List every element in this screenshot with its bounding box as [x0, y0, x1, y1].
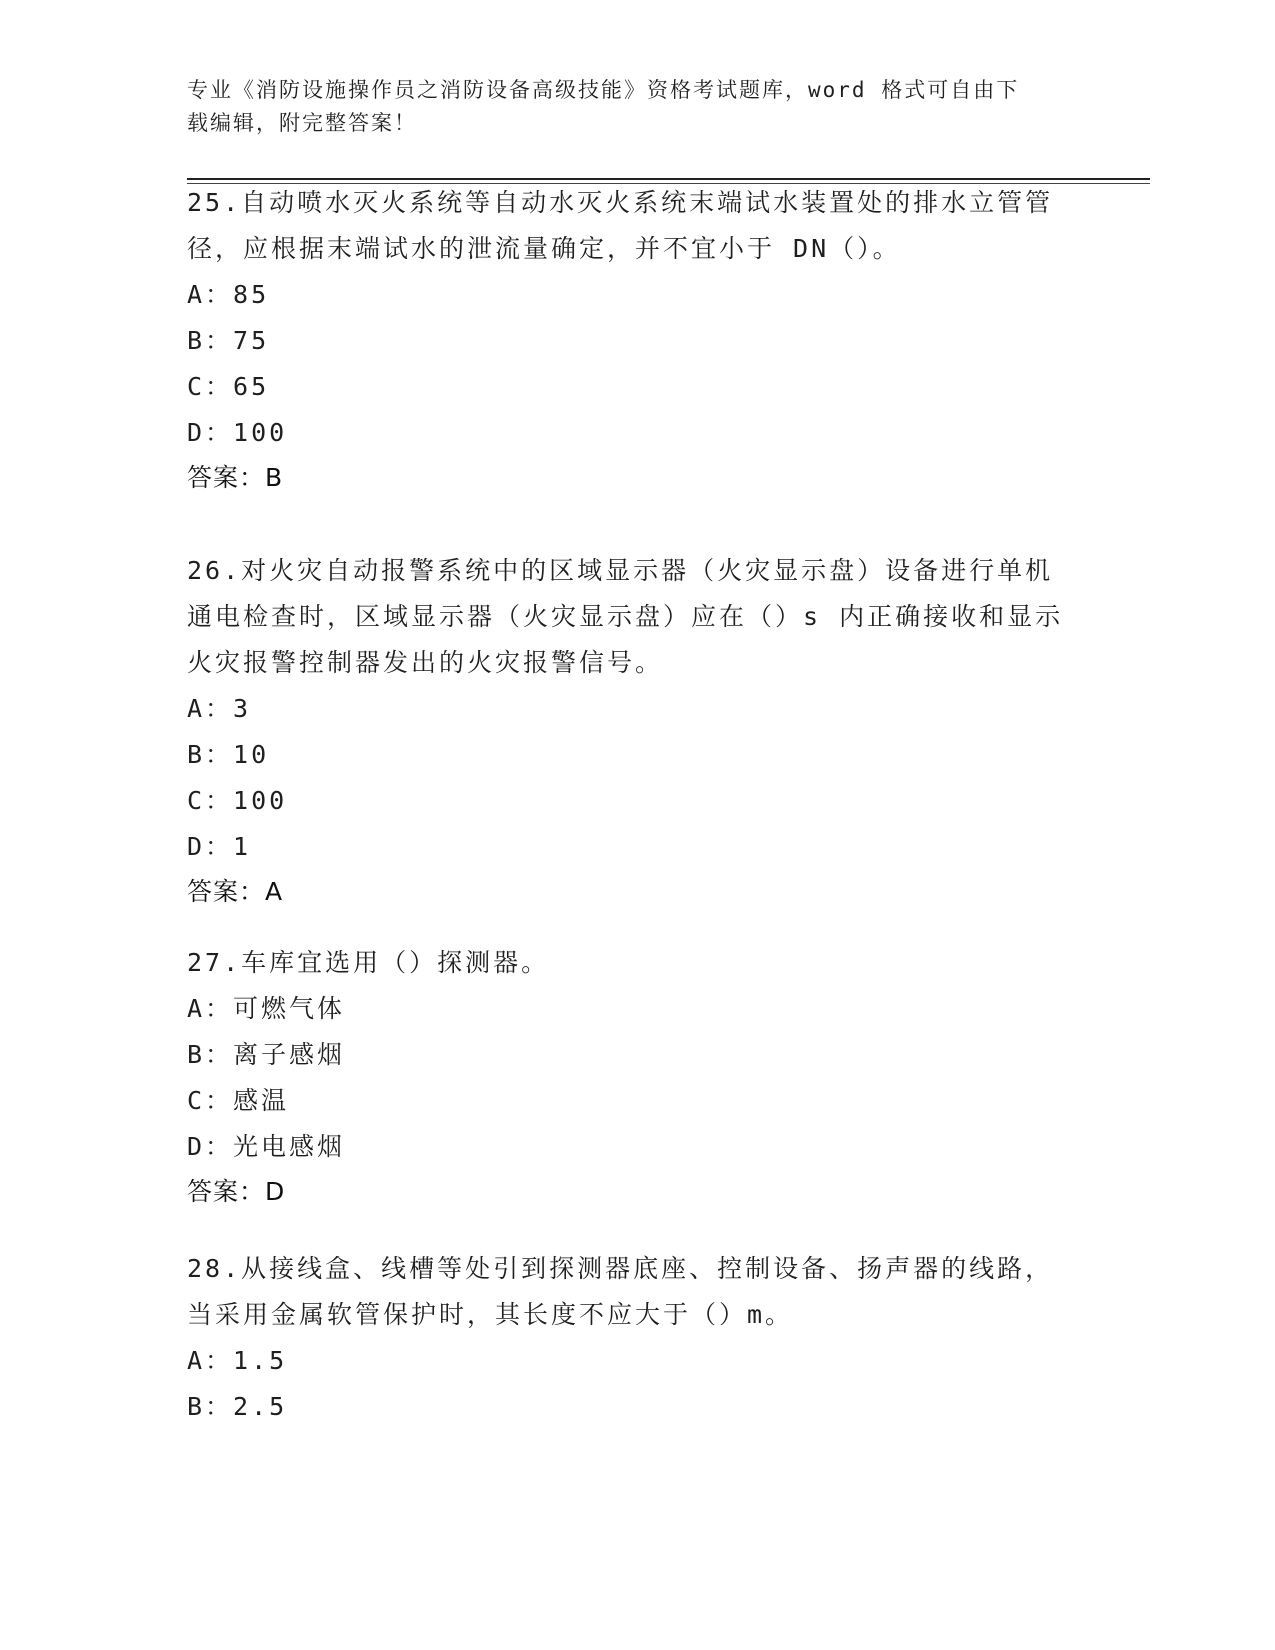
- option-b: B：10: [187, 740, 270, 769]
- option-b: B：75: [187, 326, 270, 355]
- question-28: [187, 1246, 1087, 1430]
- option-c: C：100: [187, 786, 288, 815]
- question-stem-line: 26.对火灾自动报警系统中的区域显示器（火灾显示盘）设备进行单机: [187, 556, 1054, 585]
- question-stem-line: 当采用金属软管保护时，其长度不应大于（）m。: [187, 1300, 794, 1329]
- option-d: D：100: [187, 418, 288, 447]
- option-d: D：1: [187, 832, 252, 861]
- question-stem-line: 28.从接线盒、线槽等处引到探测器底座、控制设备、扬声器的线路，: [187, 1254, 1054, 1283]
- option-b: B：离子感烟: [187, 1040, 346, 1069]
- header-line-1: 专业《消防设施操作员之消防设备高级技能》资格考试题库，word 格式可自由下: [187, 78, 1020, 102]
- option-a: A：1.5: [187, 1346, 288, 1375]
- question-26: [187, 548, 1087, 914]
- option-a: A：85: [187, 280, 270, 309]
- option-c: C：65: [187, 372, 270, 401]
- option-c: C：感温: [187, 1086, 290, 1115]
- option-d: D：光电感烟: [187, 1132, 346, 1161]
- question-25: [187, 180, 1087, 500]
- question-stem-line: 火灾报警控制器发出的火灾报警信号。: [187, 648, 664, 677]
- answer-label: 答案：A: [187, 877, 284, 906]
- question-stem-line: 25.自动喷水灭火系统等自动水灭火系统末端试水装置处的排水立管管: [187, 188, 1054, 217]
- question-stem-line: 27.车库宜选用（）探测器。: [187, 948, 550, 977]
- question-stem-line: 径，应根据末端试水的泄流量确定，并不宜小于 DN（）。: [187, 234, 901, 263]
- option-a: A：可燃气体: [187, 994, 346, 1023]
- question-27: [187, 940, 1087, 1214]
- question-stem-line: 通电检查时，区域显示器（火灾显示盘）应在（）s 内正确接收和显示: [187, 602, 1064, 631]
- document-header: [187, 74, 1067, 140]
- option-b: B：2.5: [187, 1392, 288, 1421]
- answer-label: 答案：D: [187, 1177, 286, 1206]
- option-a: A：3: [187, 694, 252, 723]
- answer-label: 答案：B: [187, 463, 284, 492]
- header-line-2: 载编辑，附完整答案！: [187, 111, 417, 135]
